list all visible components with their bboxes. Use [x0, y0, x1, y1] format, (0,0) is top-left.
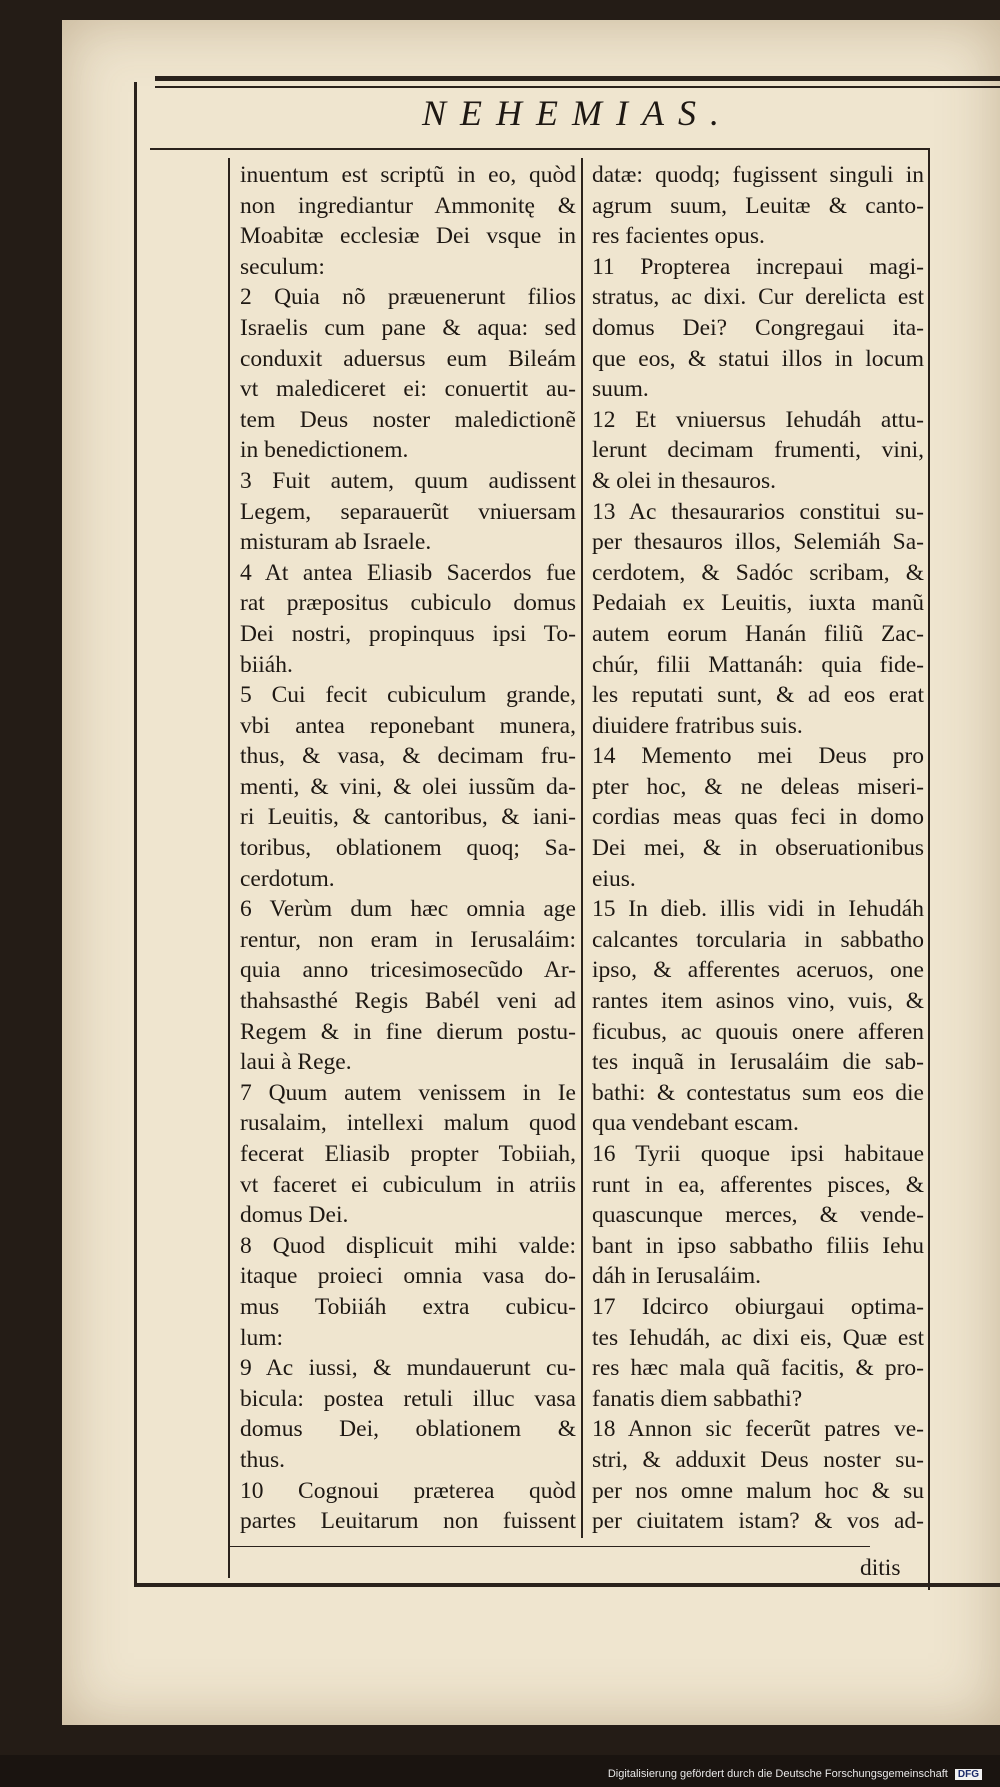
text-line: eius.: [592, 865, 636, 892]
text-line: tes Iehudáh, ac dixi eis, Quæ est: [592, 1324, 924, 1351]
text-line: partes Leuitarum non fuissent: [240, 1508, 576, 1535]
text-line: thus, & vasa, & decimam fru-: [240, 743, 576, 770]
text-line: Moabitæ ecclesiæ Dei vsque in: [240, 223, 576, 250]
text-line: res facientes opus.: [592, 223, 765, 250]
text-line: 7 Quum autem venissem in Ie: [240, 1079, 576, 1106]
text-line: autem eorum Hanán filiũ Zac-: [592, 620, 924, 647]
top-rule-thick: [155, 76, 1000, 81]
text-line: diuidere fratribus suis.: [592, 712, 803, 739]
text-line: fanatis diem sabbathi?: [592, 1385, 803, 1412]
text-line: in benedictionem.: [240, 437, 409, 464]
text-line: 8 Quod displicuit mihi valde:: [240, 1232, 576, 1259]
top-rule-thin: [155, 86, 1000, 88]
text-line: 17 Idcirco obiurgaui optima-: [592, 1293, 924, 1320]
text-line: 13 Ac thesaurarios constitui su-: [592, 498, 924, 525]
text-line: 2 Quia nõ præuenerunt filios: [240, 284, 576, 311]
right-text-column: [592, 160, 924, 1537]
text-line: stratus, ac dixi. Cur derelicta est: [592, 284, 924, 311]
text-line: menti, & vini, & olei iussũm da-: [240, 773, 576, 800]
text-line: lerunt decimam frumenti, vini,: [592, 437, 924, 464]
text-line: 5 Cui fecit cubiculum grande,: [240, 682, 576, 709]
left-text-column: [240, 160, 576, 1537]
text-line: dáh in Ierusaláim.: [592, 1263, 762, 1290]
text-line: que eos, & statui illos in locum: [592, 345, 924, 372]
text-line: bant in ipso sabbatho filiis Iehu: [592, 1232, 924, 1259]
text-line: bicula: postea retuli illuc vasa: [240, 1385, 576, 1412]
text-line: misturam ab Israele.: [240, 529, 432, 556]
header-rule: [150, 148, 930, 150]
text-line: suum.: [592, 376, 649, 403]
text-line: fecerat Eliasib propter Tobiiah,: [240, 1141, 576, 1167]
text-line: rantes item asinos vino, vuis, &: [592, 988, 924, 1015]
text-line: agrum suum, Leuitæ & canto-: [592, 192, 924, 219]
text-line: vt faceret ei cubiculum in atriis: [240, 1171, 576, 1198]
text-line: runt in ea, afferentes pisces, &: [592, 1171, 924, 1198]
text-line: thus.: [240, 1446, 286, 1473]
text-line: chúr, filii Mattanáh: quia fide-: [592, 651, 924, 678]
text-line: 14 Memento mei Deus pro: [592, 743, 924, 770]
column-divider-rule: [581, 158, 583, 1538]
text-line: domus Dei, oblationem &: [240, 1416, 576, 1443]
text-line: rentur, non eram in Ierusaláim:: [240, 926, 576, 953]
text-line: rat præpositus cubiculo domus: [240, 590, 576, 617]
text-line: domus Dei? Congregaui ita-: [592, 314, 924, 341]
text-line: Regem & in fine dierum postu-: [240, 1018, 576, 1045]
text-line: 16 Tyrii quoque ipsi habitaue: [592, 1141, 924, 1167]
text-line: stri, & adduxit Deus noster su-: [592, 1446, 924, 1473]
text-line: seculum:: [240, 253, 325, 280]
text-line: inuentum est scriptũ in eo, quòd: [240, 162, 576, 188]
text-line: calcantes torcularia in sabbatho: [592, 926, 924, 953]
text-line: domus Dei.: [240, 1202, 349, 1229]
text-line: tem Deus noster maledictionẽ: [240, 406, 576, 433]
text-line: vt malediceret ei: conuertit au-: [240, 376, 576, 403]
text-line: per ciuitatem istam? & vos ad-: [592, 1508, 924, 1535]
text-line: & olei in thesauros.: [592, 467, 777, 494]
text-line: res hæc mala quã facitis, & pro-: [592, 1355, 924, 1382]
text-line: 15 In dieb. illis vidi in Iehudáh: [592, 896, 924, 923]
text-line: Legem, separauerũt vniuersam: [240, 498, 576, 525]
text-line: 10 Cognoui præterea quòd: [240, 1477, 576, 1504]
left-inner-rule: [228, 158, 230, 1578]
text-line: conduxit aduersus eum Bileám: [240, 345, 576, 372]
text-line: cordias meas quas feci in domo: [592, 804, 924, 831]
text-line: tes inquã in Ierusaláim die sab-: [592, 1049, 924, 1076]
text-line: Dei mei, & in obseruationibus: [592, 835, 924, 862]
text-line: ficubus, ac quouis onere afferen: [592, 1018, 924, 1045]
text-line: les reputati sunt, & ad eos erat: [592, 682, 924, 709]
right-rule: [928, 150, 930, 1590]
digitization-credit: [608, 1768, 982, 1780]
text-line: ri Leuitis, & cantoribus, & iani-: [240, 804, 576, 831]
text-line: quascunque merces, & vende-: [592, 1202, 924, 1229]
bottom-rule-thick: [134, 1583, 1000, 1587]
text-line: mus Tobiiáh extra cubicu-: [240, 1293, 576, 1320]
text-line: biiáh.: [240, 651, 293, 678]
text-line: thahsasthé Regis Babél veni ad: [240, 988, 576, 1015]
text-line: rusalaim, intellexi malum quod: [240, 1110, 576, 1137]
text-line: 3 Fuit autem, quum audissent: [240, 467, 576, 494]
text-line: 4 At antea Eliasib Sacerdos fue: [240, 559, 576, 586]
text-line: quia anno tricesimosecũdo Ar-: [240, 957, 576, 984]
text-line: Israelis cum pane & aqua: sed: [240, 314, 576, 341]
bottom-rule-thin: [230, 1546, 870, 1547]
text-line: qua vendebant escam.: [592, 1110, 799, 1137]
text-line: per nos omne malum hoc & su: [592, 1477, 924, 1504]
text-line: lum:: [240, 1324, 284, 1351]
text-line: cerdotum.: [240, 865, 335, 892]
dfg-logo: DFG: [955, 1769, 982, 1780]
catchword: ditis: [860, 1555, 901, 1581]
text-line: bathi: & contestatus sum eos die: [592, 1079, 924, 1106]
text-line: cerdotem, & Sadóc scribam, &: [592, 559, 924, 586]
text-line: 11 Propterea increpaui magi-: [592, 253, 924, 280]
text-line: laui à Rege.: [240, 1049, 352, 1076]
text-line: itaque proieci omnia vasa do-: [240, 1263, 576, 1290]
text-line: non ingrediantur Ammonitę &: [240, 192, 576, 219]
text-line: datæ: quodq; fugissent singuli in: [592, 162, 924, 188]
text-line: 9 Ac iussi, & mundauerunt cu-: [240, 1355, 576, 1382]
text-line: vbi antea reponebant munera,: [240, 712, 576, 739]
text-line: 12 Et vniuersus Iehudáh attu-: [592, 406, 924, 433]
credit-text: Digitalisierung gefördert durch die Deutsche Forschungsgemeinschaft: [607, 1768, 948, 1780]
text-line: 18 Annon sic fecerũt patres ve-: [592, 1416, 924, 1443]
text-line: Dei nostri, propinquus ipsi To-: [240, 620, 576, 647]
text-line: ipso, & afferentes aceruos, one: [592, 957, 924, 984]
text-line: Pedaiah ex Leuitis, iuxta manũ: [592, 590, 924, 617]
text-line: per thesauros illos, Selemiáh Sa-: [592, 529, 924, 556]
text-line: 6 Verùm dum hæc omnia age: [240, 896, 576, 923]
text-line: pter hoc, & ne deleas miseri-: [592, 773, 924, 800]
text-line: toribus, oblationem quoq; Sa-: [240, 835, 576, 862]
running-title: NEHEMIAS.: [422, 93, 733, 133]
left-outer-rule: [134, 82, 137, 1585]
